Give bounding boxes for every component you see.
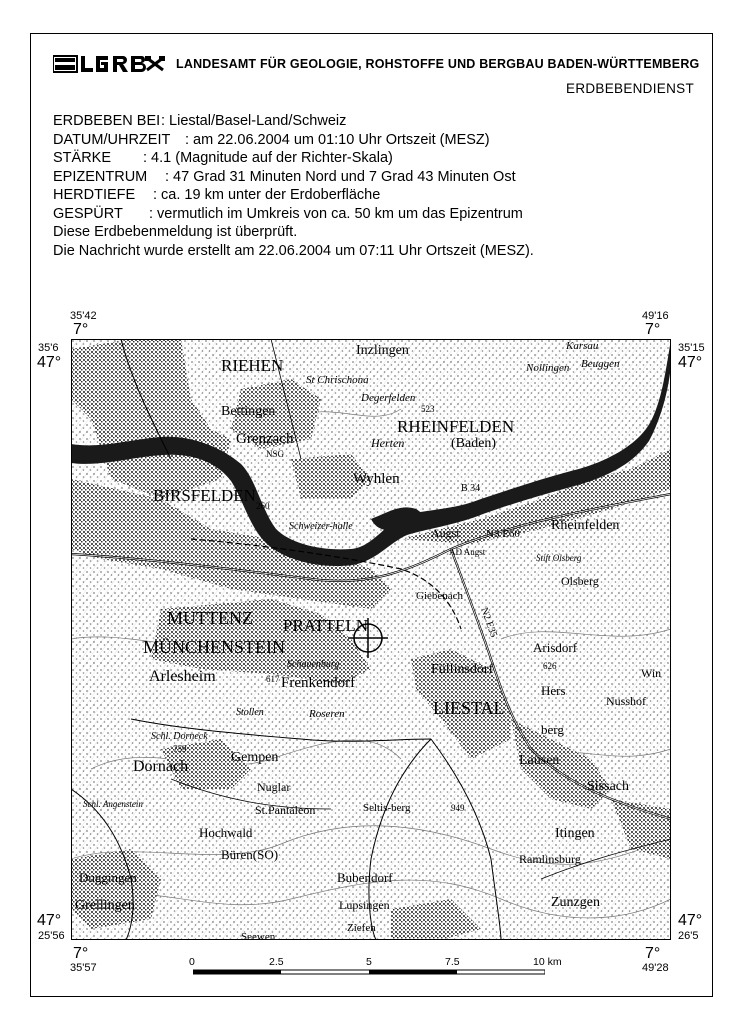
scale-bar bbox=[193, 968, 545, 976]
label-itingen: Itingen bbox=[555, 826, 595, 841]
label-hersberg2: berg bbox=[541, 722, 564, 737]
label-riehen: RIEHEN bbox=[221, 356, 284, 375]
label-rheinfelden-de: RHEINFELDEN bbox=[397, 417, 515, 436]
label-muttenz: MUTTENZ bbox=[167, 608, 253, 628]
label-bettingen: Bettingen bbox=[221, 404, 276, 419]
label-dornach: Dornach bbox=[133, 758, 189, 775]
label-elev-759: 759 bbox=[173, 744, 187, 754]
label-stift-olsberg: Stift Olsberg bbox=[536, 553, 582, 563]
label-elev-626: 626 bbox=[543, 661, 557, 671]
lgrb-logo bbox=[53, 53, 165, 75]
depth-line bbox=[53, 186, 534, 205]
label-hersberg1: Hers bbox=[541, 683, 566, 698]
label-st-chrischona: St Chrischona bbox=[306, 374, 369, 386]
depth-value: : ca. 19 km unter der Erdoberfläche bbox=[153, 187, 381, 203]
label-schl-angenstein: Schl. Angenstein bbox=[83, 799, 143, 809]
top-right-lon-deg: 7° bbox=[645, 321, 661, 338]
label-elev-617: 617 bbox=[266, 674, 280, 684]
label-bubendorf: Bubendorf bbox=[337, 870, 393, 885]
scale-label-0: 0 bbox=[189, 956, 195, 968]
label-wyhlen: Wyhlen bbox=[353, 471, 400, 487]
epicenter-line bbox=[53, 168, 534, 187]
label-wintersingen: Win bbox=[641, 666, 662, 680]
magnitude-label: STÄRKE bbox=[53, 150, 112, 166]
scale-label-7-5: 7.5 bbox=[445, 956, 460, 968]
label-n2e35: N2 E35 bbox=[478, 606, 500, 640]
magnitude-value: : 4.1 (Magnitude auf der Richter-Skala) bbox=[143, 150, 393, 166]
top-right-lon-min: 49'16 bbox=[642, 310, 669, 322]
label-roseren: Roseren bbox=[309, 708, 345, 720]
label-nuglar: Nuglar bbox=[257, 780, 291, 794]
label-karsau: Karsau bbox=[566, 340, 599, 352]
earthquake-report bbox=[53, 112, 534, 260]
location-label: ERDBEBEN BEI bbox=[53, 113, 161, 129]
right-top-lat-deg: 47° bbox=[678, 354, 703, 371]
label-liestal: LIESTAL bbox=[433, 698, 505, 718]
topographic-map[interactable] bbox=[71, 339, 671, 940]
top-left-lon-min: 35'42 bbox=[70, 310, 97, 322]
datetime-line bbox=[53, 131, 534, 150]
label-zunzgen: Zunzgen bbox=[551, 895, 600, 910]
label-munchenstein: MÜNCHENSTEIN bbox=[143, 637, 285, 657]
label-elev-949: 949 bbox=[451, 803, 465, 813]
right-bottom-lat-min: 26'5 bbox=[678, 930, 699, 942]
label-hochwald: Hochwald bbox=[199, 825, 253, 840]
right-bottom-lat-deg: 47° bbox=[678, 912, 703, 929]
label-nsg: NSG bbox=[266, 449, 285, 459]
label-gempen: Gempen bbox=[231, 750, 279, 765]
label-arisdorf: Arisdorf bbox=[533, 640, 578, 655]
department-name: ERDBEBENDIENST bbox=[566, 81, 694, 96]
label-baden: (Baden) bbox=[451, 436, 497, 451]
label-stollen: Stollen bbox=[236, 707, 264, 718]
bottom-left-lon-min: 35'57 bbox=[70, 962, 97, 974]
label-lausen: Lausen bbox=[519, 753, 560, 768]
label-n3e60: N3 E60 bbox=[486, 528, 520, 540]
label-rheinfelden-ch: Rheinfelden bbox=[551, 518, 620, 533]
label-beuggen: Beuggen bbox=[581, 358, 620, 370]
top-left-lon-deg: 7° bbox=[73, 321, 89, 338]
label-frenkendorf: Frenkendorf bbox=[281, 675, 356, 691]
label-ad-augst: AD Augst bbox=[449, 547, 486, 557]
label-degerfelden: Degerfelden bbox=[361, 392, 416, 404]
label-b34: B 34 bbox=[461, 483, 481, 494]
bottom-right-lon-min: 49'28 bbox=[642, 962, 669, 974]
label-herten: Herten bbox=[371, 436, 405, 450]
magnitude-line bbox=[53, 149, 534, 168]
datetime-value: : am 22.06.2004 um 01:10 Uhr Ortszeit (MESZ) bbox=[185, 131, 490, 148]
felt-label: GESPÜRT bbox=[53, 205, 123, 222]
created-note: Die Nachricht wurde erstellt am 22.06.2004 um 07:11 Uhr Ortszeit (MESZ). bbox=[53, 242, 534, 259]
label-nusshof: Nusshof bbox=[606, 694, 647, 708]
label-augst: Augst bbox=[431, 526, 460, 540]
scale-label-5: 5 bbox=[366, 956, 372, 968]
label-schauenburg: Schauenburg bbox=[287, 659, 340, 670]
felt-value: : vermutlich im Umkreis von ca. 50 km um das Epizentrum bbox=[149, 205, 523, 222]
label-buren: Büren(SO) bbox=[221, 847, 279, 862]
label-ramlinsburg: Ramlinsburg bbox=[519, 852, 581, 866]
label-ziefen: Ziefen bbox=[347, 922, 376, 934]
label-inzlingen: Inzlingen bbox=[356, 343, 409, 358]
felt-line bbox=[53, 205, 534, 224]
label-seewen: Seewen bbox=[241, 931, 276, 940]
label-olsberg: Olsberg bbox=[561, 574, 599, 588]
label-nollingen: Nollingen bbox=[526, 362, 570, 374]
label-fullinsdorf: Füllinsdorf bbox=[431, 662, 494, 677]
left-top-lat-min: 35'6 bbox=[38, 342, 59, 354]
left-bottom-lat-deg: 47° bbox=[37, 912, 62, 929]
label-grellingen: Grellingen bbox=[75, 898, 135, 913]
label-elev-523: 523 bbox=[421, 404, 435, 414]
right-top-lat-min: 35'15 bbox=[678, 342, 705, 354]
label-schweizerhalle: Schweizer-halle bbox=[289, 521, 353, 532]
scale-label-10km: 10 km bbox=[533, 956, 562, 968]
bottom-left-lon-deg: 7° bbox=[73, 945, 89, 962]
label-sissach: Sissach bbox=[587, 779, 629, 794]
epicenter-value: : 47 Grad 31 Minuten Nord und 7 Grad 43 Minuten Ost bbox=[165, 168, 516, 185]
label-birsfelden: BIRSFELDEN bbox=[153, 486, 256, 505]
label-pratteln: PRATTELN bbox=[283, 616, 368, 635]
bottom-right-lon-deg: 7° bbox=[645, 945, 661, 962]
epicenter-label: EPIZENTRUM bbox=[53, 168, 148, 185]
left-bottom-lat-min: 25'56 bbox=[38, 930, 65, 942]
label-seltisberg: Seltis-berg bbox=[363, 802, 411, 814]
label-grenzach: Grenzach bbox=[236, 431, 294, 447]
label-schl-dorneck: Schl. Dorneck bbox=[151, 731, 208, 742]
agency-name: LANDESAMT FÜR GEOLOGIE, ROHSTOFFE UND BERGBAU BADEN-WÜRTTEMBERG bbox=[176, 57, 700, 71]
label-giebenach: Giebenach bbox=[416, 590, 464, 602]
label-arlesheim: Arlesheim bbox=[149, 668, 216, 685]
depth-label: HERDTIEFE bbox=[53, 187, 136, 203]
label-duggingen: Duggingen bbox=[79, 870, 137, 885]
location-line bbox=[53, 112, 534, 131]
label-elev-260: 260 bbox=[256, 501, 270, 511]
datetime-label: DATUM/UHRZEIT bbox=[53, 131, 171, 148]
location-value: : Liestal/Basel-Land/Schweiz bbox=[161, 113, 347, 129]
left-top-lat-deg: 47° bbox=[37, 354, 62, 371]
verified-note: Diese Erdbebenmeldung ist überprüft. bbox=[53, 224, 298, 240]
label-lupsingen: Lupsingen bbox=[339, 898, 390, 912]
label-st-pantaleon: St.Pantaleon bbox=[255, 803, 316, 817]
scale-label-2-5: 2.5 bbox=[269, 956, 284, 968]
